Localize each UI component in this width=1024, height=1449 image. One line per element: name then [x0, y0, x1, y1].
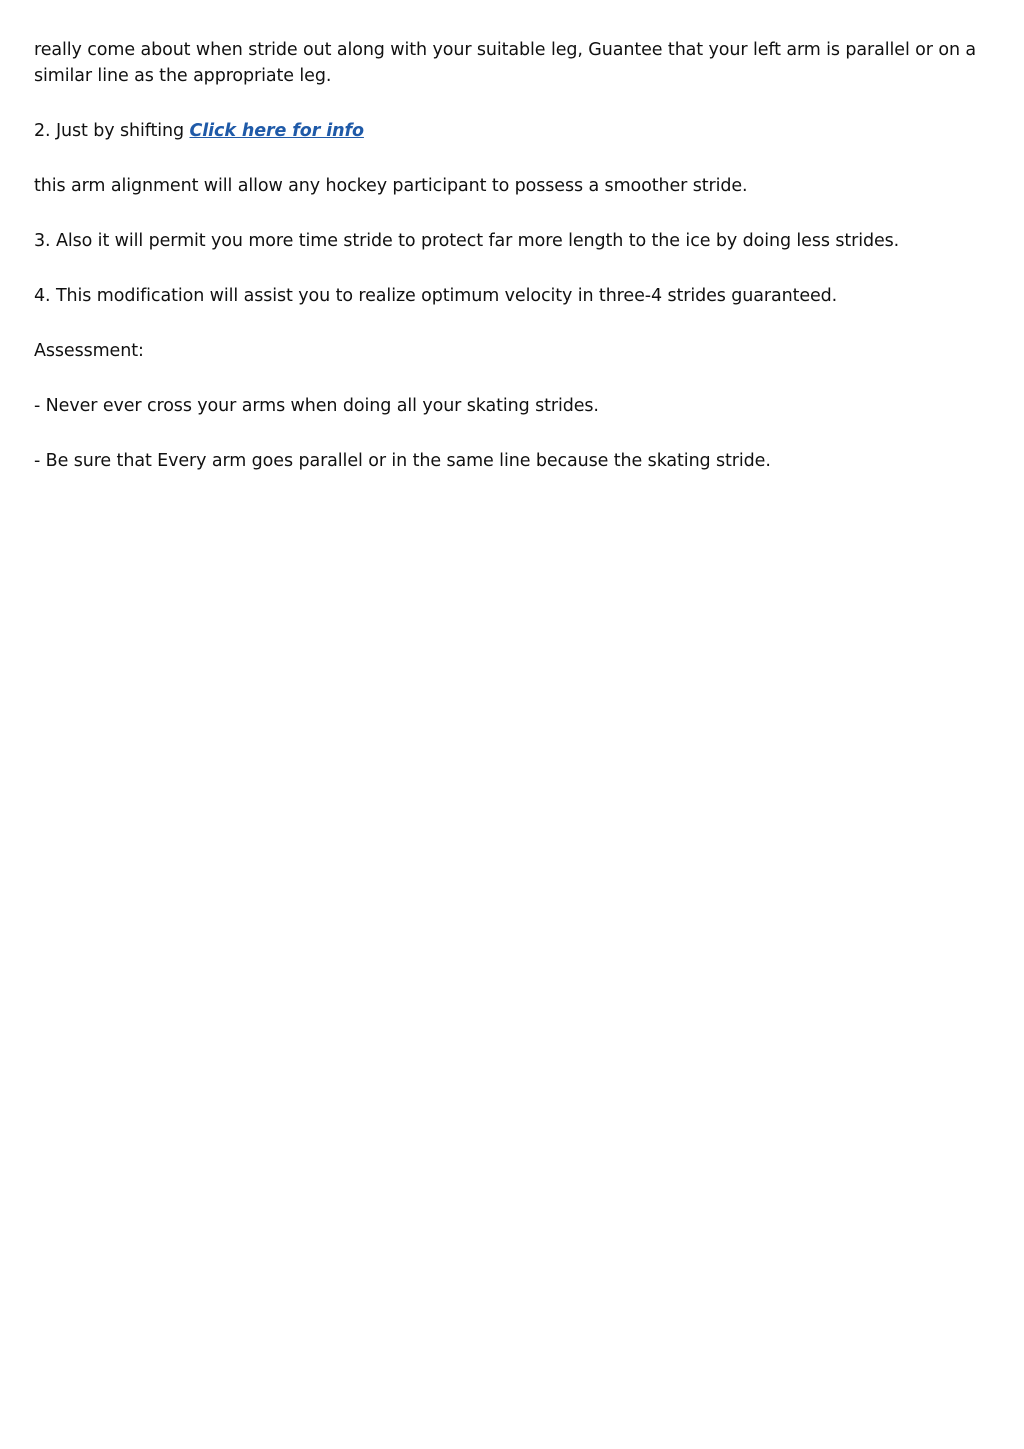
assessment-heading: Assessment: — [34, 341, 144, 361]
paragraph-arm-parallel: really come about when stride out along with your suitable leg, Guantee that your left arm is parallel or on a similar line as the appropriate leg. — [34, 40, 977, 86]
paragraph-shifting — [34, 118, 984, 144]
paragraph-more-time: 3. Also it will permit you more time stride to protect far more length to the ice by doing less strides. — [34, 231, 900, 251]
shifting-text: 2. Just by shifting — [34, 121, 190, 141]
paragraph-optimum-velocity: 4. This modification will assist you to realize optimum velocity in three-4 strides guaranteed. — [34, 286, 838, 306]
document-body — [34, 37, 984, 503]
info-link[interactable]: Click here for info — [189, 121, 364, 141]
assessment-item-parallel: - Be sure that Every arm goes parallel or in the same line because the skating stride. — [34, 451, 771, 471]
assessment-item-cross-arms: - Never ever cross your arms when doing all your skating strides. — [34, 396, 599, 416]
paragraph-arm-alignment: this arm alignment will allow any hockey participant to possess a smoother stride. — [34, 176, 748, 196]
